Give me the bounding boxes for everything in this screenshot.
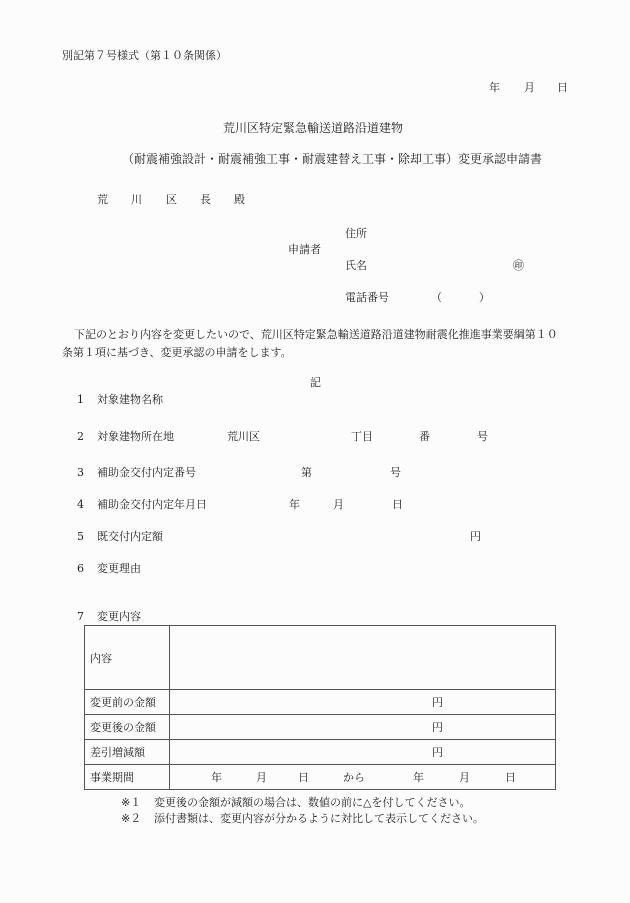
period-label: 事業期間 bbox=[85, 765, 170, 790]
ki-heading: 記 bbox=[310, 376, 321, 389]
start-month-label: 月 bbox=[256, 771, 267, 784]
table-row bbox=[85, 765, 556, 790]
from-label: から bbox=[343, 771, 365, 784]
item-label: 変更理由 bbox=[97, 562, 141, 575]
ban-label: 番 bbox=[419, 430, 430, 443]
start-day-label: 日 bbox=[298, 771, 309, 784]
amount-after-field[interactable] bbox=[170, 715, 556, 740]
item-label: 対象建物所在地 bbox=[97, 430, 174, 443]
body-text-line-1: 下記のとおり内容を変更したいので、荒川区特定緊急輸送道路沿道建物耐震化推進事業要綱第１０ bbox=[74, 328, 558, 341]
addressee-char: 荒 bbox=[97, 193, 108, 206]
title-line-2: （耐震補強設計・耐震補強工事・耐震建替え工事・除却工事）変更承認申請書 bbox=[122, 152, 543, 166]
seal-mark: ㊞ bbox=[513, 259, 524, 272]
form-number: 別記第７号様式（第１０条関係） bbox=[62, 49, 227, 62]
phone-open-paren: （ bbox=[431, 291, 442, 304]
addressee-char: 長 bbox=[200, 193, 211, 206]
date-month-label: 月 bbox=[524, 81, 535, 94]
amount-before-field[interactable] bbox=[170, 690, 556, 715]
addressee-char: 殿 bbox=[234, 193, 245, 206]
yen-unit: 円 bbox=[432, 746, 443, 759]
table-row-content bbox=[85, 626, 556, 690]
month-label: 月 bbox=[333, 498, 344, 511]
title-line-1: 荒川区特定緊急輸送道路沿道建物 bbox=[223, 121, 404, 135]
day-label: 日 bbox=[392, 498, 403, 511]
item-label: 対象建物名称 bbox=[97, 393, 163, 406]
applicant-label: 申請者 bbox=[288, 243, 321, 256]
content-label: 内容 bbox=[85, 626, 170, 690]
change-content-table bbox=[84, 625, 556, 790]
item-label: 既交付内定額 bbox=[97, 530, 163, 543]
table-row bbox=[85, 715, 556, 740]
addressee-char: 川 bbox=[131, 193, 142, 206]
phone-close-paren: ） bbox=[479, 291, 490, 304]
note-mark: ※２ bbox=[121, 812, 142, 825]
year-label: 年 bbox=[289, 498, 300, 511]
item-number: 2 bbox=[77, 430, 84, 443]
item-number: 1 bbox=[77, 393, 84, 406]
period-field[interactable] bbox=[170, 765, 556, 790]
amount-before-label: 変更前の金額 bbox=[85, 690, 170, 715]
start-year-label: 年 bbox=[211, 771, 222, 784]
end-day-label: 日 bbox=[505, 771, 516, 784]
end-year-label: 年 bbox=[413, 771, 424, 784]
ward-label: 荒川区 bbox=[227, 430, 260, 443]
note-text: 添付書類は、変更内容が分かるように対比して表示してください。 bbox=[154, 812, 484, 825]
addressee-char: 区 bbox=[166, 193, 177, 206]
item-number: 3 bbox=[77, 466, 84, 479]
go-label: 号 bbox=[477, 430, 488, 443]
note-text: 変更後の金額が減額の場合は、数値の前に△を付してください。 bbox=[154, 796, 471, 809]
go-label: 号 bbox=[390, 466, 401, 479]
chome-label: 丁目 bbox=[351, 430, 373, 443]
item-label: 変更内容 bbox=[97, 610, 141, 623]
yen-unit: 円 bbox=[432, 696, 443, 709]
yen-label: 円 bbox=[470, 530, 481, 543]
table-row bbox=[85, 740, 556, 765]
date-day-label: 日 bbox=[557, 81, 568, 94]
body-text-line-2: 条第１項に基づき、変更承認の申請をします。 bbox=[62, 346, 292, 359]
item-number: 6 bbox=[77, 562, 84, 575]
item-label: 補助金交付内定番号 bbox=[97, 466, 196, 479]
phone-label: 電話番号 bbox=[345, 291, 389, 304]
difference-field[interactable] bbox=[170, 740, 556, 765]
dai-label: 第 bbox=[301, 466, 312, 479]
item-number: 7 bbox=[77, 610, 84, 623]
content-field[interactable] bbox=[170, 626, 556, 690]
item-label: 補助金交付内定年月日 bbox=[97, 498, 207, 511]
item-number: 4 bbox=[77, 498, 84, 511]
end-month-label: 月 bbox=[459, 771, 470, 784]
item-number: 5 bbox=[77, 530, 84, 543]
date-year-label: 年 bbox=[489, 81, 500, 94]
difference-label: 差引増減額 bbox=[85, 740, 170, 765]
amount-after-label: 変更後の金額 bbox=[85, 715, 170, 740]
address-label: 住所 bbox=[345, 227, 367, 240]
name-label: 氏名 bbox=[345, 259, 367, 272]
table-row bbox=[85, 690, 556, 715]
yen-unit: 円 bbox=[432, 721, 443, 734]
note-mark: ※１ bbox=[121, 796, 142, 809]
